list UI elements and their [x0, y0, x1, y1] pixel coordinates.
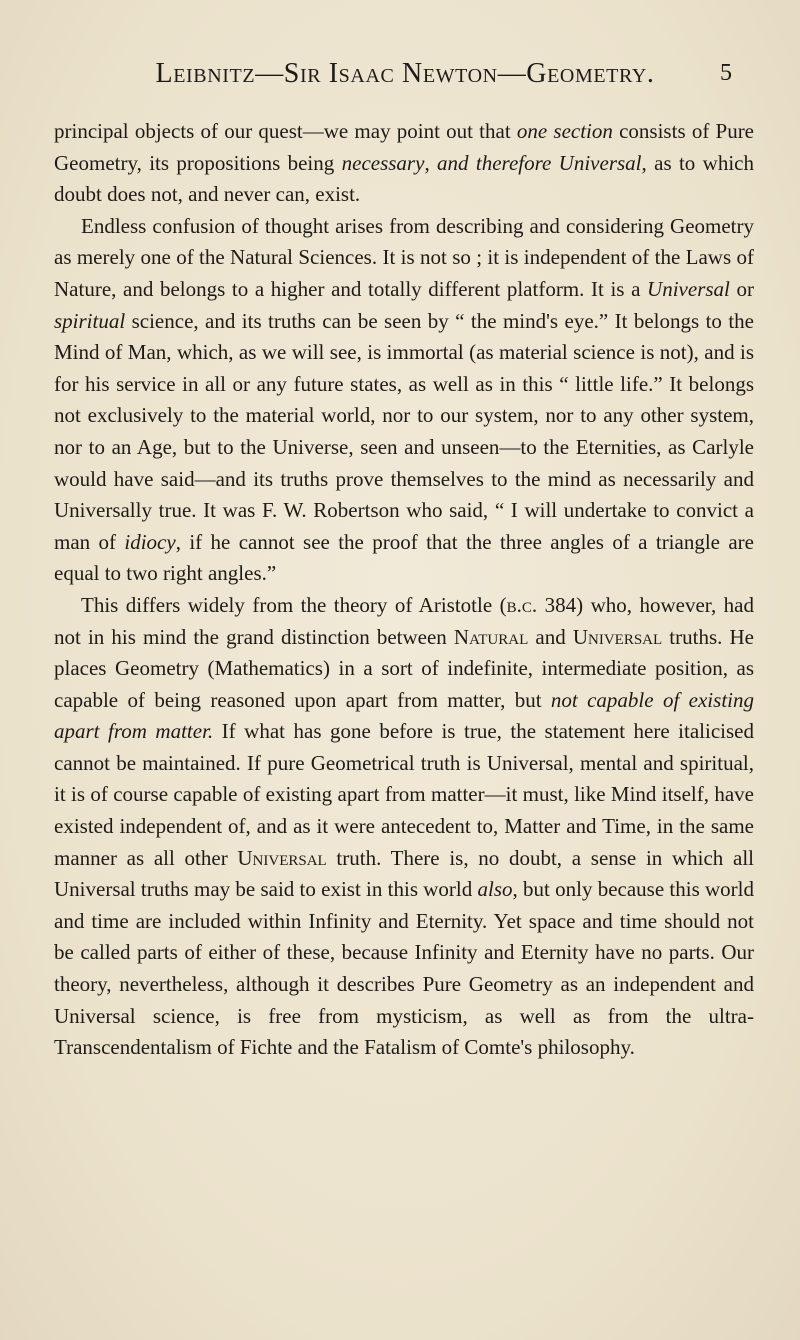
text-run: , but only because this world and time are included within Infinity and Eternity. Yet space and time should not be called parts of either of these, because Infinity and Eternity have no parts. Our theory, nevertheless, although it describes Pure Geometry as an independent and Universal science, is free from mysticism, as well as from the ultra-Transcendentalism of Fichte and the Fatalism of Comte's philosophy. — [54, 877, 760, 1060]
text-run: , if he cannot see the proof that the three angles of a triangle are equal to two right angles.” — [54, 529, 760, 586]
body-text — [54, 116, 760, 1064]
small-caps-text: b.c. — [506, 592, 538, 617]
italic-text: one section — [516, 119, 613, 143]
text-run: This differs widely from the theory of Aristotle ( — [81, 592, 507, 617]
italic-text: not capable of existing apart from matter. — [54, 687, 760, 744]
text-run: , — [424, 150, 438, 175]
small-caps-text: Universal — [237, 845, 327, 870]
small-caps-text: Universal — [572, 624, 663, 649]
text-run: truths. He places Geometry (Mathematics) in a sort of indefinite, intermediate position, as capable of being reasoned upon apart from matter, but — [54, 624, 760, 712]
small-caps-text: Natural — [453, 624, 529, 649]
running-title: Leibnitz—Sir Isaac Newton—Geometry. — [155, 58, 655, 89]
running-head — [90, 58, 732, 98]
text-run: science, and its truths can be seen by “ the mind's eye.” It belongs to the Mind of Man, which, as we will see, is immortal (as material science is not), and is for his service in all or any future states, as well as in this “ little life.” It belongs not exclusively to the material world, nor to our system, nor to any other system, nor to an Age, but to the Universe, seen and unseen—to the Eternities, as Carlyle would have said—and its truths prove themselves to the mind as necessarily and Universally true. It was F. W. Robertson who said, “ I will undertake to convict a man of — [54, 308, 760, 554]
paragraph — [54, 590, 760, 1064]
italic-text: idiocy — [124, 529, 176, 554]
text-run: consists of Pure Geometry, its propositions being — [54, 119, 760, 175]
italic-text: spiritual — [54, 308, 126, 333]
italic-text: also — [477, 877, 513, 902]
text-run: 384) who, however, had not in his mind the grand distinction between — [54, 592, 760, 649]
paragraph — [54, 211, 760, 590]
italic-text: and therefore Universal — [437, 150, 642, 175]
italic-text: Universal — [647, 276, 730, 301]
text-run: and — [528, 624, 573, 649]
page-number: 5 — [720, 60, 732, 86]
text-run: Endless confusion of thought arises from describing and considering Geometry as merely one of the Natural Sciences. It is not so ; it is independent of the Laws of Nature, and belongs to a higher and totally different platform. It is a — [54, 213, 760, 301]
italic-text: necessary — [341, 150, 425, 175]
text-run: , as to which doubt does not, and never can, exist. — [54, 150, 760, 207]
text-run: principal objects of our quest—we may point out that — [54, 119, 517, 143]
text-run: or — [729, 276, 760, 301]
paragraph — [54, 116, 760, 211]
text-run: If what has gone before is true, the statement here italicised cannot be maintained. If pure Geometrical truth is Universal, mental and spiritual, it is of course capable of existing apart from matter—it must, like Mind itself, have existed independent of, and as it were antecedent to, Matter and Time, in the same manner as all other — [54, 719, 760, 870]
text-run: truth. There is, no doubt, a sense in which all Universal truths may be said to exist in this world — [54, 845, 760, 902]
